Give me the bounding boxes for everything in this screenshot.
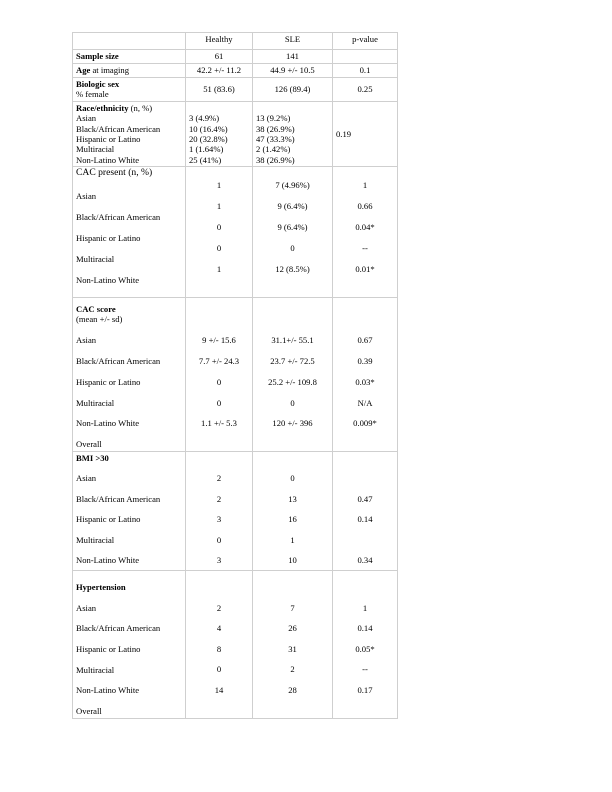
cac-score-sub: (mean +/- sd) xyxy=(76,314,123,325)
cac-score-group: Hispanic or Latino xyxy=(76,376,141,387)
sex-label-sub: % female xyxy=(76,89,109,100)
hypertension-row xyxy=(73,571,398,718)
bmi-sle-value: 13 xyxy=(288,493,297,504)
race-healthy-value: 1 (1.64%) xyxy=(189,144,224,155)
cac-score-group: Multiracial xyxy=(76,397,115,408)
cac-present-healthy-value: 1 xyxy=(216,201,222,212)
sex-row xyxy=(73,78,398,102)
bmi-sle-value: 1 xyxy=(290,534,295,545)
hypertension-healthy-value: 0 xyxy=(216,664,222,675)
race-label-bold: Race/ethnicity xyxy=(76,102,129,113)
cac-score-pvalue xyxy=(333,297,398,451)
race-healthy xyxy=(186,101,253,166)
hypertension-label xyxy=(73,571,186,718)
cac-present-group: Asian xyxy=(76,190,97,201)
race-healthy-value: 3 (4.9%) xyxy=(189,113,220,124)
race-sle-value: 13 (9.2%) xyxy=(256,113,291,124)
header-sle: SLE xyxy=(253,33,333,50)
cac-present-pvalue-value: 1 xyxy=(362,180,368,191)
cac-score-sle-value: 120 +/- 396 xyxy=(272,418,313,429)
race-sle-value: 2 (1.42%) xyxy=(256,144,291,155)
cac-present-sle xyxy=(253,167,333,297)
cac-present-group: Multiracial xyxy=(76,253,115,264)
race-group: Hispanic or Latino xyxy=(76,134,141,145)
hypertension-title: Hypertension xyxy=(76,582,126,593)
hypertension-healthy-value: 4 xyxy=(216,623,222,634)
sex-label xyxy=(73,78,186,102)
sample-size-healthy: 61 xyxy=(186,50,253,64)
bmi-group: Multiracial xyxy=(76,534,115,545)
cac-score-healthy-value: 1.1 +/- 5.3 xyxy=(201,418,237,429)
hypertension-group: Multiracial xyxy=(76,664,115,675)
hypertension-group: Non-Latino White xyxy=(76,685,140,696)
cac-score-pvalue-value: 0.67 xyxy=(357,335,373,346)
cac-present-pvalue xyxy=(333,167,398,297)
cac-present-sle-value: 12 (8.5%) xyxy=(275,264,310,275)
cac-score-title: CAC score xyxy=(76,303,116,314)
bmi-pvalue-value xyxy=(336,473,394,494)
cac-present-group: Black/African American xyxy=(76,211,161,222)
race-healthy-value: 20 (32.8%) xyxy=(189,134,228,145)
hypertension-pvalue-value: 0.05* xyxy=(355,643,375,654)
cac-present-group: Hispanic or Latino xyxy=(76,232,141,243)
bmi-sle-value: 10 xyxy=(288,555,297,566)
hypertension-sle-value: 26 xyxy=(288,623,297,634)
cac-present-pvalue-value: 0.04* xyxy=(355,222,375,233)
race-healthy-value: 25 (41%) xyxy=(189,154,222,165)
cac-score-healthy-value: 9 +/- 15.6 xyxy=(202,335,236,346)
cac-score-pvalue-value: N/A xyxy=(357,397,373,408)
bmi-title: BMI >30 xyxy=(76,452,109,463)
race-sle-value: 38 (26.9%) xyxy=(256,123,295,134)
hypertension-pvalue-value: 1 xyxy=(362,602,368,613)
bmi-healthy xyxy=(186,451,253,570)
age-label-rest: at imaging xyxy=(90,65,129,75)
cac-score-sle-value: 25.2 +/- 109.8 xyxy=(268,376,317,387)
sample-size-pvalue xyxy=(333,50,398,64)
sex-label-bold: Biologic sex xyxy=(76,79,120,89)
cac-present-sle-value: 9 (6.4%) xyxy=(277,201,308,212)
cac-present-healthy-value: 0 xyxy=(216,243,222,254)
hypertension-pvalue-value: 0.14 xyxy=(357,623,373,634)
cac-present-healthy-value: 1 xyxy=(216,180,222,191)
bmi-group: Non-Latino White xyxy=(76,555,140,566)
hypertension-group: Black/African American xyxy=(76,623,161,634)
age-label-bold: Age xyxy=(76,65,91,75)
bmi-label xyxy=(73,451,186,570)
hypertension-pvalue-value: -- xyxy=(362,664,368,675)
demographics-table xyxy=(72,32,398,719)
bmi-pvalue-value: 0.14 xyxy=(357,514,373,525)
hypertension-group: Hispanic or Latino xyxy=(76,643,141,654)
hypertension-group: Overall xyxy=(76,705,102,716)
race-label xyxy=(73,101,186,166)
bmi-pvalue xyxy=(333,451,398,570)
cac-present-pvalue-value: 0.66 xyxy=(357,201,373,212)
hypertension-healthy xyxy=(186,571,253,718)
bmi-pvalue-value: 0.47 xyxy=(357,493,373,504)
hypertension-healthy-value: 2 xyxy=(216,602,222,613)
age-row xyxy=(73,64,398,78)
sex-pvalue: 0.25 xyxy=(333,78,398,102)
cac-present-group: Non-Latino White xyxy=(76,274,140,285)
race-sle-value: 38 (26.9%) xyxy=(256,154,295,165)
bmi-sle-value: 16 xyxy=(288,514,297,525)
hypertension-sle-value: 7 xyxy=(290,602,295,613)
sex-sle: 126 (89.4) xyxy=(253,78,333,102)
hypertension-healthy-value: 8 xyxy=(216,643,222,654)
bmi-pvalue-value: 0.34 xyxy=(357,555,373,566)
race-sle xyxy=(253,101,333,166)
hypertension-sle-value: 28 xyxy=(288,685,297,696)
cac-score-sle xyxy=(253,297,333,451)
bmi-group: Black/African American xyxy=(76,493,161,504)
cac-present-row xyxy=(73,167,398,297)
cac-score-sle-value: 0 xyxy=(290,397,295,408)
race-healthy-value: 10 (16.4%) xyxy=(189,123,228,134)
race-group: Multiracial xyxy=(76,144,115,155)
sex-healthy: 51 (83.6) xyxy=(186,78,253,102)
bmi-sle xyxy=(253,451,333,570)
cac-present-label xyxy=(73,167,186,297)
cac-present-healthy xyxy=(186,167,253,297)
hypertension-sle-value: 2 xyxy=(290,664,295,675)
header-healthy: Healthy xyxy=(186,33,253,50)
cac-present-title: CAC present (n, %) xyxy=(76,167,153,179)
header-blank xyxy=(73,33,186,50)
age-pvalue: 0.1 xyxy=(333,64,398,78)
cac-score-pvalue-value: 0.009* xyxy=(353,418,377,429)
hypertension-sle-value: 31 xyxy=(288,643,297,654)
bmi-healthy-value: 0 xyxy=(216,534,222,545)
race-group: Asian xyxy=(76,113,97,124)
race-group: Non-Latino White xyxy=(76,154,140,165)
bmi-healthy-value: 3 xyxy=(216,555,222,566)
cac-score-group: Black/African American xyxy=(76,356,161,367)
cac-score-pvalue-value: 0.03* xyxy=(355,376,375,387)
cac-present-sle-value: 7 (4.96%) xyxy=(275,180,310,191)
age-label xyxy=(73,64,186,78)
cac-score-sle-value: 23.7 +/- 72.5 xyxy=(270,356,315,367)
age-sle: 44.9 +/- 10.5 xyxy=(253,64,333,78)
bmi-group: Hispanic or Latino xyxy=(76,514,141,525)
hypertension-sle xyxy=(253,571,333,718)
bmi-group: Asian xyxy=(76,473,97,484)
cac-present-healthy-value: 0 xyxy=(216,222,222,233)
cac-present-healthy-value: 1 xyxy=(216,264,222,275)
sample-size-label: Sample size xyxy=(73,50,186,64)
cac-score-group: Asian xyxy=(76,335,97,346)
bmi-healthy-value: 3 xyxy=(216,514,222,525)
cac-score-healthy-value: 0 xyxy=(216,376,222,387)
age-healthy: 42.2 +/- 11.2 xyxy=(186,64,253,78)
cac-present-sle-value: 0 xyxy=(290,243,295,254)
race-group: Black/African American xyxy=(76,123,161,134)
cac-present-sle-value: 9 (6.4%) xyxy=(277,222,308,233)
header-row xyxy=(73,33,398,50)
header-pvalue: p-value xyxy=(333,33,398,50)
cac-score-group: Non-Latino White xyxy=(76,418,140,429)
cac-present-pvalue-value: -- xyxy=(362,243,368,254)
bmi-sle-value: 0 xyxy=(290,473,295,484)
cac-present-pvalue-value: 0.01* xyxy=(355,264,375,275)
cac-score-label xyxy=(73,297,186,451)
race-sle-value: 47 (33.3%) xyxy=(256,134,295,145)
hypertension-pvalue xyxy=(333,571,398,718)
hypertension-group: Asian xyxy=(76,602,97,613)
cac-score-group: Overall xyxy=(76,438,102,449)
cac-score-sle-value: 31.1+/- 55.1 xyxy=(271,335,314,346)
bmi-row xyxy=(73,451,398,570)
cac-score-pvalue-value: 0.39 xyxy=(357,356,373,367)
cac-score-healthy-value: 7.7 +/- 24.3 xyxy=(198,356,240,367)
cac-score-healthy-value: 0 xyxy=(216,397,222,408)
sample-size-row xyxy=(73,50,398,64)
bmi-healthy-value: 2 xyxy=(216,473,222,484)
hypertension-healthy-value: 14 xyxy=(214,685,224,696)
race-pvalue: 0.19 xyxy=(333,101,398,166)
bmi-healthy-value: 2 xyxy=(216,493,222,504)
cac-score-row xyxy=(73,297,398,451)
race-label-rest: (n, %) xyxy=(128,102,153,113)
bmi-pvalue-value xyxy=(336,535,394,556)
hypertension-pvalue-value: 0.17 xyxy=(357,685,373,696)
cac-score-healthy xyxy=(186,297,253,451)
race-row xyxy=(73,101,398,166)
sample-size-sle: 141 xyxy=(253,50,333,64)
